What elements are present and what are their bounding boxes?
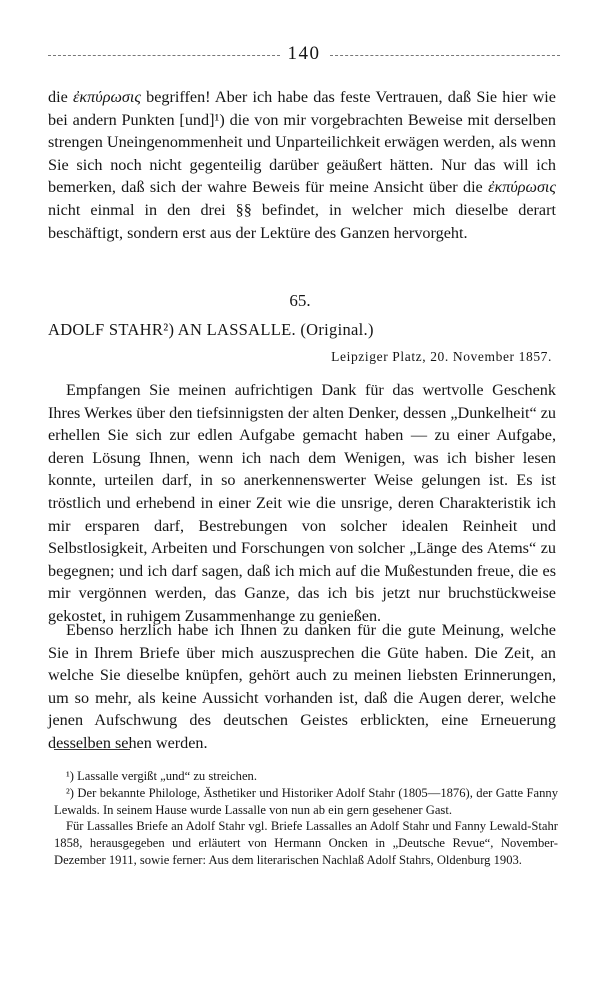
footnote-divider: [54, 749, 130, 750]
letter-number: 65.: [289, 291, 311, 310]
greek-term: ἐκπύρωσις: [488, 178, 556, 197]
greek-term: ἐκπύρωσις: [73, 88, 141, 106]
footnote-3: Für Lassalles Briefe an Adolf Stahr vgl. Briefe Lassalles an Adolf Stahr und Fanny Lewald-Stahr 1858, herausgegeben und erläutert von Hermann Oncken in „Deutsche Revue“, November-Dezember 1911, sowie ferner: Aus dem literarischen Nachlaß Adolf Stahrs, Oldenburg 1903.: [54, 819, 558, 867]
letter-heading: ADOLF STAHR²) AN LASSALLE. (Original.): [48, 320, 374, 339]
letter-paragraph: Ebenso herzlich habe ich Ihnen zu danken für die gute Meinung, welche Sie in Ihrem Briefe über mich auszusprechen die Güte haben. Die Zeit, an welche Sie dieselbe knüpfen, gehört auch zu meinen liebsten Erinnerungen, um so mehr, als keine Aussicht vorhanden ist, daß die Augen derer, welche jenen Aufschwung des deutschen Geistes erblickten, eine Erneuerung desselben sehen werden.: [48, 621, 556, 752]
header-rule-right: [330, 55, 560, 56]
letter-paragraph: Empfangen Sie meinen aufrichtigen Dank für das wertvolle Geschenk Ihres Werkes über den tiefsinnigsten der alten Denker, dessen „Dunkelheit“ zu erhellen Sie sich zur edlen Aufgabe gemacht haben — zu einer Aufgabe, deren Lösung Ihnen, wenn ich nach dem Wenigen, was ich bisher lesen konnte, urteilen darf, in so anerkennenswerter Weise gelungen ist. Es ist tröstlich und erhebend in einer Zeit wie die unsrige, deren Charakteristik ich mir ersparen darf, Bestrebungen von solcher idealen Reinheit und Selbstlosigkeit, Arbeiten und Forschungen von solcher „Länge des Atems“ zu begegnen; und ich darf sagen, daß ich mich auf die Mußestunden freue, die es mir vergönnen werden, das Ganze, das ich bis jetzt nur bruchstückweise gekostet, in ruhigem Zusammenhange zu genießen.: [48, 381, 556, 625]
footnote-1: ¹) Lassalle vergißt „und“ zu streichen.: [66, 769, 257, 783]
letter-dateline: Leipziger Platz, 20. November 1857.: [331, 349, 552, 364]
footnotes: [54, 768, 558, 869]
continuation-paragraph: [48, 86, 556, 244]
footnote-2: ²) Der bekannte Philologe, Ästhetiker und Historiker Adolf Stahr (1805—1876), der Gatte Fanny Lewalds. In seinem Hause wurde Lassalle von nun ab ein gern gesehener Gast.: [54, 785, 558, 817]
continuation-text: begriffen! Aber ich habe das feste Vertrauen, daß Sie hier wie bei andern Punkten [und]¹) die von mir vorgebrachten Beweise mit derselben strengen Uneingenommenheit und Unparteilichkeit erwägen werden, als wenn Sie sich noch nicht gegenteilig darüber geäußert hätten. Nur das will ich bemerken, daß sich der wahre Beweis für meine Ansicht über die: [48, 88, 556, 197]
page-number: 140: [287, 43, 321, 64]
continuation-text: nicht einmal in den drei §§ befindet, in welcher mich dieselbe derart beschäftigt, sondern erst aus der Lektüre des Ganzen hervorgeht.: [48, 200, 556, 242]
page-header: [48, 44, 560, 64]
continuation-prefix: die: [48, 88, 73, 106]
